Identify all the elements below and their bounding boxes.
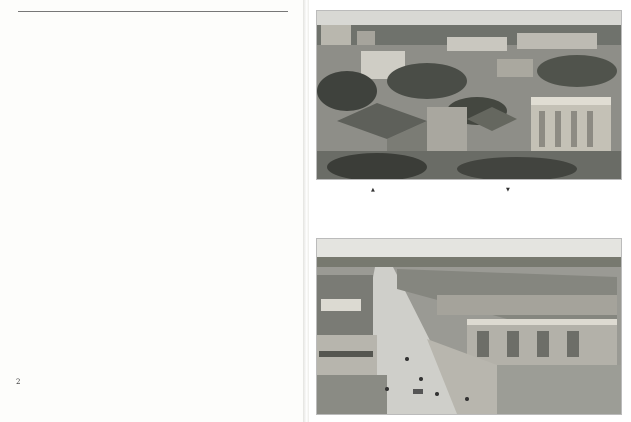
signature-row-2 — [140, 302, 290, 314]
town-aerial-photo — [316, 10, 622, 180]
caption-2 — [506, 184, 512, 196]
right-page — [309, 0, 631, 422]
photo-captions — [316, 184, 620, 196]
signature-block — [140, 290, 290, 326]
triangle-up-icon: ▲ — [371, 187, 375, 193]
preface-text — [22, 14, 272, 20]
town-aerial-image — [317, 11, 621, 179]
left-page — [0, 0, 305, 422]
running-header — [18, 2, 288, 10]
triangle-down-icon: ▼ — [506, 187, 510, 193]
street-view-photo — [316, 238, 622, 415]
caption-1 — [371, 184, 377, 196]
signature-row-1 — [140, 290, 290, 302]
signature-date — [140, 314, 290, 326]
header-rule — [18, 11, 288, 12]
page-number: 2 — [16, 378, 21, 386]
street-view-image — [317, 239, 621, 414]
